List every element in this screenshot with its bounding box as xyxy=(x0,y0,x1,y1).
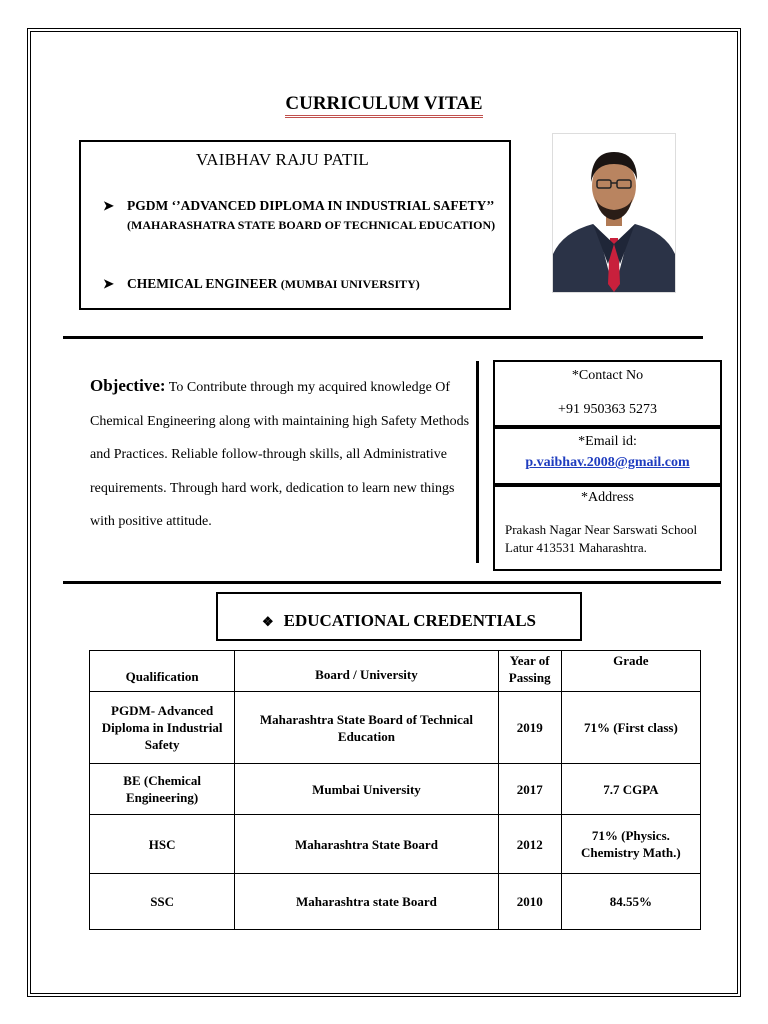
arrow-bullet-icon: ➤ xyxy=(103,276,114,291)
objective-label: Objective: xyxy=(90,376,166,395)
email-label: *Email id: xyxy=(578,434,637,449)
table-row: HSC Maharashtra State Board 2012 71% (Physics. Chemistry Math.) xyxy=(90,815,701,874)
contact-email-box xyxy=(493,427,722,485)
table-header-row xyxy=(90,651,701,692)
column-header: Board / University xyxy=(235,651,498,692)
address-text: Prakash Nagar Near Sarswati School Latur 413531 Maharashtra. xyxy=(505,522,698,555)
address-label: *Address xyxy=(581,490,634,505)
page-title: CURRICULUM VITAE xyxy=(0,93,768,115)
contact-address-box xyxy=(493,485,722,571)
table-row: PGDM- Advanced Diploma in Industrial Safety Maharashtra State Board of Technical Education 2019 71% (First class) xyxy=(90,692,701,764)
diamond-bullet-icon: ❖ xyxy=(261,614,274,629)
divider xyxy=(63,336,703,339)
header-box xyxy=(79,140,511,310)
phone-number: +91 950363 5273 xyxy=(558,402,657,417)
arrow-bullet-icon: ➤ xyxy=(103,198,114,213)
column-header: Qualification xyxy=(90,651,235,692)
education-heading: EDUCATIONAL CREDENTIALS xyxy=(283,611,537,630)
column-header: Year of Passing xyxy=(498,651,561,692)
qualification-item: ➤ CHEMICAL ENGINEER (MUMBAI UNIVERSITY) xyxy=(103,276,420,291)
education-table xyxy=(89,650,701,930)
phone-label: *Contact No xyxy=(571,368,644,383)
contact-phone-box xyxy=(493,360,722,427)
divider xyxy=(63,581,721,584)
table-row: SSC Maharashtra state Board 2010 84.55% xyxy=(90,874,701,930)
column-header: Grade xyxy=(561,651,700,692)
candidate-name: VAIBHAV RAJU PATIL xyxy=(196,150,370,169)
education-heading-box xyxy=(216,592,582,641)
objective-section xyxy=(90,369,470,539)
vertical-divider xyxy=(476,361,479,563)
qualification-item: ➤ PGDM ‘’ADVANCED DIPLOMA IN INDUSTRIAL SAFETY’’ (MAHARASHATRA STATE BOARD OF TECHNICAL EDUCATION) xyxy=(103,198,496,232)
table-row: BE (Chemical Engineering) Mumbai University 2017 7.7 CGPA xyxy=(90,764,701,815)
objective-text: To Contribute through my acquired knowledge Of Chemical Engineering along with maintaining high Safety Methods and Practices. Reliable follow-through skills, all Administrative requirements. Through hard work, dedication to learn new things with positive attitude. xyxy=(90,380,470,529)
email-link[interactable]: p.vaibhav.2008@gmail.com xyxy=(525,455,690,470)
profile-photo xyxy=(552,133,676,293)
